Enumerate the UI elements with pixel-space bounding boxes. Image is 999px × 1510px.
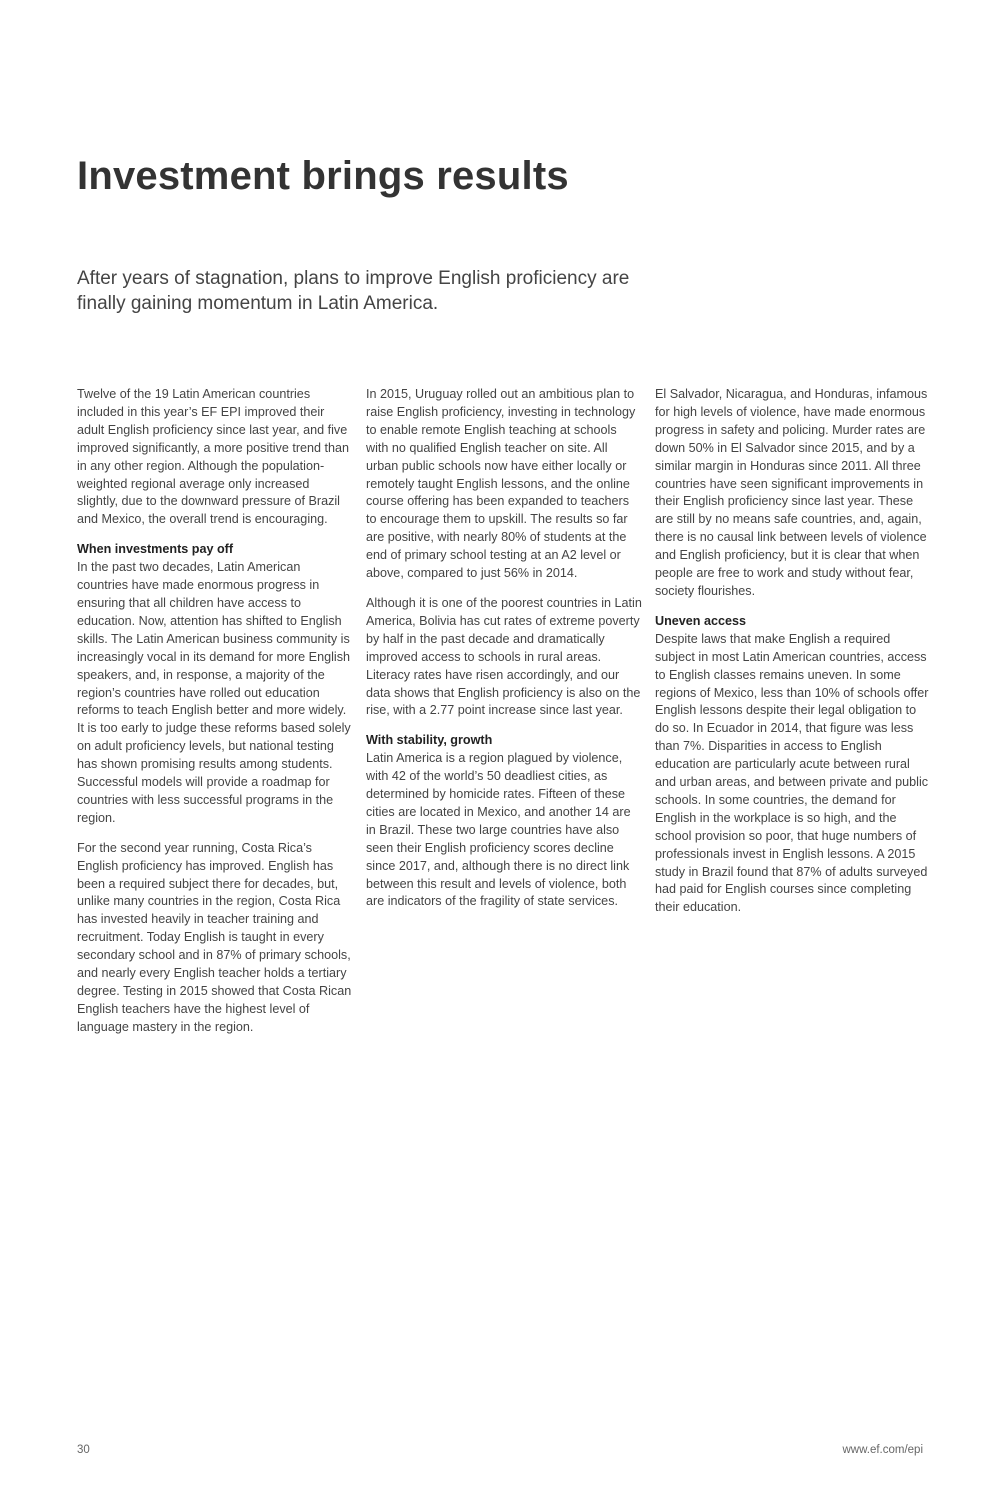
page-title: Investment brings results (77, 154, 569, 198)
section-heading: Uneven access (655, 613, 747, 628)
body-paragraph: Although it is one of the poorest countries in Latin America, Bolivia has cut rates of extreme poverty by half in the past decade and dramatically improved access to schools in rural areas. Literacy rates have risen accordingly, and our data shows that English proficiency is also on the rise, with a 2.77 point increase since last year. (366, 595, 642, 718)
body-paragraph: In 2015, Uruguay rolled out an ambitious plan to raise English proficiency, investing in technology to enable remote English teaching at schools with no qualified English teacher on site. All urban public schools now have either locally or remotely taught English lessons, and the online course offering has been expanded to teachers to encourage them to upskill. The results so far are positive, with nearly 80% of students at the end of primary school testing at an A2 level or above, compared to just 56% in 2014. (366, 387, 636, 581)
body-paragraph: For the second year running, Costa Rica’s English proficiency has improved. English has been a required subject there for decades, but, unlike many countries in the region, Costa Rica has invested heavily in teacher training and recruitment. Today English is taught in every secondary school and in 87% of primary schools, and nearly every English teacher holds a tertiary degree. Testing in 2015 showed that Costa Rican English teachers have the highest level of language mastery in the region. (77, 840, 352, 1034)
body-paragraph: Twelve of the 19 Latin American countries included in this year’s EF EPI improved their adult English proficiency since last year, and five improved significantly, a more positive trend than in any other region. Although the population-weighted regional average only increased slightly, due to the downward pressure of Brazil and Mexico, the overall trend is encouraging. (77, 387, 350, 527)
body-paragraph: Despite laws that make English a required subject in most Latin American countries, access to English classes remains uneven. In some regions of Mexico, less than 10% of schools offer English lessons despite their legal obligation to do so. In Ecuador in 2014, that figure was less than 7%. Disparities in access to English education are particularly acute between rural and urban areas, and between private and public schools. In some countries, the demand for English in the workplace is so high, and the school provision so poor, that huge numbers of professionals invest in English lessons. A 2015 study in Brazil found that 87% of adults surveyed had paid for English courses since completing their education. (655, 631, 929, 915)
section-heading: When investments pay off (77, 542, 234, 557)
text-column-1 (77, 386, 353, 1049)
body-paragraph: In the past two decades, Latin American countries have made enormous progress in ensuring that all children have access to education. Now, attention has shifted to English skills. The Latin American business community is increasingly vocal in its demand for more English speakers, and, in response, a majority of the region’s countries have rolled out education reforms to teach English better and more widely. It is too early to judge these reforms based solely on adult proficiency levels, but national testing has shown promising results among students. Successful models will provide a roadmap for countries with less successful programs in the region. (77, 560, 351, 825)
page-number: 30 (77, 1444, 90, 1456)
text-column-2 (366, 386, 642, 923)
body-paragraph: El Salvador, Nicaragua, and Honduras, infamous for high levels of violence, have made enormous progress in safety and policing. Murder rates are down 50% in El Salvador since 2015, and by a similar margin in Honduras since 2011. All three countries have seen significant improvements in their English proficiency since last year. These are still by no means safe countries, and, again, there is no causal link between levels of violence and English proficiency, but it is clear that when people are free to work and study without fear, society flourishes. (655, 387, 928, 598)
body-paragraph: Latin America is a region plagued by violence, with 42 of the world’s 50 deadliest cities, as determined by homicide rates. Fifteen of these cities are located in Mexico, and another 14 are in Brazil. These two large countries have also seen their English proficiency scores decline since 2017, and, although there is no direct link between this result and levels of violence, both are indicators of the fragility of state services. (366, 751, 631, 909)
page-subtitle: After years of stagnation, plans to improve English proficiency are finally gaining momentum in Latin America. (77, 268, 630, 314)
text-column-3 (655, 386, 931, 929)
footer-url[interactable]: www.ef.com/epi (842, 1444, 923, 1456)
section-heading: With stability, growth (366, 733, 493, 748)
